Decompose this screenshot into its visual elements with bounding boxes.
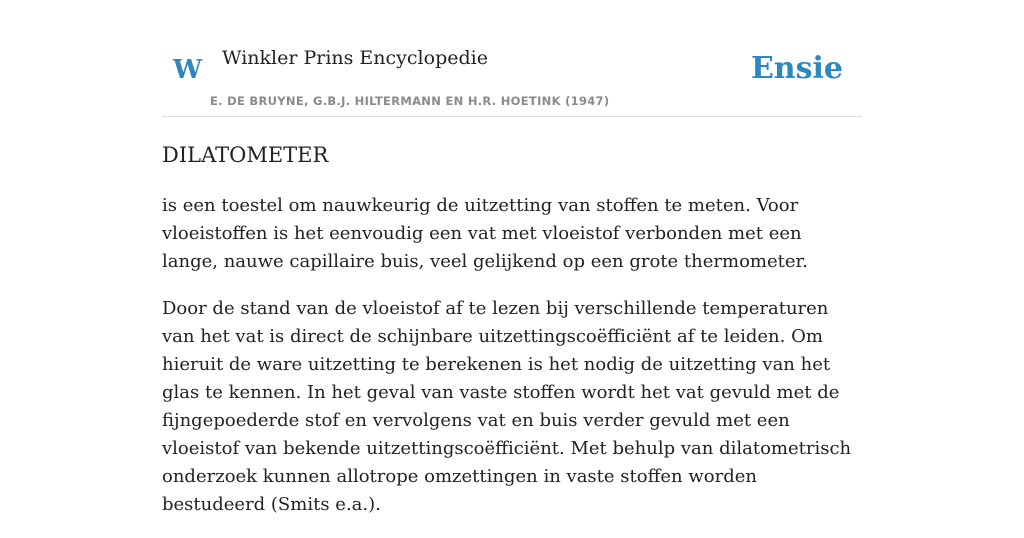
winkler-prins-logo[interactable]: W xyxy=(173,55,203,85)
page-header xyxy=(162,40,862,117)
entry-article xyxy=(162,192,862,538)
ensie-brand-logo[interactable]: Ensie xyxy=(750,51,843,86)
entry-paragraph: Door de stand van de vloeistof af te lezen bij verschillende temperaturen van het vat is direct de schijnbare uitzettingscoëfficiënt af te leiden. Om hieruit de ware uitzetting te berekenen is het nodig de uitzetting van het glas te kennen. In het geval van vaste stoffen wordt het vat gevuld met de fijngepoederde stof en vervolgens vat en buis verder gevuld met een vloeistof van bekende uitzettingscoëfficiënt. Met behulp van dilatometrisch onderzoek kunnen allotrope omzettingen in vaste stoffen worden bestudeerd (Smits e.a.). xyxy=(162,298,852,515)
entry-headword: DILATOMETER xyxy=(162,143,329,167)
publication-authors: E. DE BRUYNE, G.B.J. HILTERMANN EN H.R. HOETINK (1947) xyxy=(210,94,610,108)
entry-paragraph: is een toestel om nauwkeurig de uitzetting van stoffen te meten. Voor vloeistoffen is het eenvoudig een vat met vloeistof verbonden met een lange, nauwe capillaire buis, veel gelijkend op een grote thermometer. xyxy=(162,195,808,272)
publication-title[interactable]: Winkler Prins Encyclopedie xyxy=(222,47,488,69)
